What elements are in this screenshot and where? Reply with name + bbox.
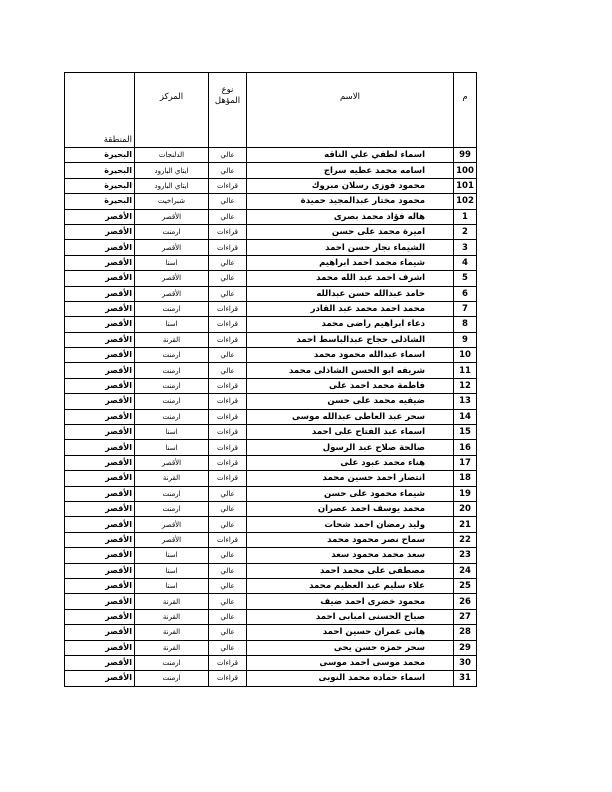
cell-region: الأقصر <box>65 517 135 532</box>
table-row <box>65 409 477 424</box>
cell-num: 6 <box>454 286 477 301</box>
cell-name: اسامه محمد عطيه سراج <box>247 163 454 178</box>
cell-name: الشيماء نجار حسن احمد <box>247 240 454 255</box>
cell-region: الأقصر <box>65 578 135 593</box>
table-row <box>65 348 477 363</box>
cell-num: 5 <box>454 271 477 286</box>
cell-center: ارمنت <box>135 409 209 424</box>
cell-center: الأقصر <box>135 286 209 301</box>
cell-name: محمد احمد محمد عبد القادر <box>247 301 454 316</box>
cell-center: القرنة <box>135 471 209 486</box>
cell-type: عالي <box>209 517 247 532</box>
cell-name: اميرة محمد على حسن <box>247 224 454 239</box>
cell-name: اسماء عبدالله محمود محمد <box>247 348 454 363</box>
header-num: م <box>454 73 477 148</box>
cell-region: الأقصر <box>65 224 135 239</box>
header-name: الاسم <box>247 73 454 148</box>
cell-name: محمد موسى احمد موسى <box>247 655 454 670</box>
cell-name: شريفه ابو الحسن الشاذلى محمد <box>247 363 454 378</box>
cell-num: 15 <box>454 425 477 440</box>
cell-name: اشرف احمد عبد الله محمد <box>247 271 454 286</box>
cell-name: اسماء عبد الفتاح على احمد <box>247 425 454 440</box>
cell-region: الأقصر <box>65 655 135 670</box>
cell-center: القرنة <box>135 640 209 655</box>
cell-num: 14 <box>454 409 477 424</box>
cell-type: عالي <box>209 286 247 301</box>
cell-name: محمود خضرى احمد ضيف <box>247 594 454 609</box>
table-row <box>65 455 477 470</box>
cell-region: الأقصر <box>65 301 135 316</box>
cell-num: 28 <box>454 625 477 640</box>
cell-name: انتصار احمد حسين محمد <box>247 471 454 486</box>
cell-type: قراءات <box>209 532 247 547</box>
cell-type: عالي <box>209 640 247 655</box>
cell-region: البحيرة <box>65 148 135 163</box>
cell-type: قراءات <box>209 178 247 193</box>
cell-name: مصطفى على محمد احمد <box>247 563 454 578</box>
cell-region: الأقصر <box>65 455 135 470</box>
cell-num: 30 <box>454 655 477 670</box>
table-row <box>65 363 477 378</box>
cell-center: اسنا <box>135 548 209 563</box>
cell-center: القرنة <box>135 594 209 609</box>
header-type <box>209 73 247 148</box>
cell-type: قراءات <box>209 317 247 332</box>
cell-num: 10 <box>454 348 477 363</box>
table-row <box>65 301 477 316</box>
cell-name: شيماء محمود على حسن <box>247 486 454 501</box>
table-row <box>65 532 477 547</box>
table-row <box>65 671 477 686</box>
cell-region: الأقصر <box>65 625 135 640</box>
cell-region: الأقصر <box>65 394 135 409</box>
cell-center: ايتاي البارود <box>135 163 209 178</box>
cell-name: محمد يوسف احمد عصران <box>247 501 454 516</box>
cell-num: 31 <box>454 671 477 686</box>
cell-num: 17 <box>454 455 477 470</box>
cell-center: ارمنت <box>135 348 209 363</box>
cell-center: اسنا <box>135 255 209 270</box>
cell-num: 7 <box>454 301 477 316</box>
cell-type: قراءات <box>209 301 247 316</box>
cell-num: 21 <box>454 517 477 532</box>
table-row <box>65 378 477 393</box>
cell-type: قراءات <box>209 378 247 393</box>
table-row <box>65 640 477 655</box>
cell-region: البحيرة <box>65 194 135 209</box>
cell-name: علاء سليم عبد العظيم محمد <box>247 578 454 593</box>
cell-region: الأقصر <box>65 378 135 393</box>
cell-region: الأقصر <box>65 501 135 516</box>
cell-region: الأقصر <box>65 486 135 501</box>
table-row <box>65 271 477 286</box>
cell-type: قراءات <box>209 455 247 470</box>
roster-table <box>64 72 477 687</box>
cell-num: 19 <box>454 486 477 501</box>
cell-type: عالي <box>209 271 247 286</box>
cell-num: 20 <box>454 501 477 516</box>
cell-num: 2 <box>454 224 477 239</box>
header-type-line1: نوع <box>221 85 234 95</box>
cell-name: دعاء ابراهيم راضى محمد <box>247 317 454 332</box>
cell-num: 18 <box>454 471 477 486</box>
table-row <box>65 332 477 347</box>
cell-type: عالي <box>209 163 247 178</box>
table-row <box>65 286 477 301</box>
cell-num: 100 <box>454 163 477 178</box>
cell-center: ارمنت <box>135 301 209 316</box>
table-row <box>65 517 477 532</box>
table-row <box>65 609 477 624</box>
cell-type: عالي <box>209 578 247 593</box>
cell-center: اسنا <box>135 563 209 578</box>
table-row <box>65 594 477 609</box>
cell-type: قراءات <box>209 471 247 486</box>
cell-center: ارمنت <box>135 501 209 516</box>
cell-type: قراءات <box>209 409 247 424</box>
cell-num: 26 <box>454 594 477 609</box>
cell-num: 24 <box>454 563 477 578</box>
cell-num: 8 <box>454 317 477 332</box>
cell-type: قراءات <box>209 224 247 239</box>
cell-type: قراءات <box>209 671 247 686</box>
table-row <box>65 471 477 486</box>
cell-region: الأقصر <box>65 348 135 363</box>
cell-center: الأقصر <box>135 240 209 255</box>
cell-center: ارمنت <box>135 655 209 670</box>
cell-center: الأقصر <box>135 455 209 470</box>
cell-name: سعد محمد محمود سعد <box>247 548 454 563</box>
cell-name: الشاذلى حجاج عبدالباسط احمد <box>247 332 454 347</box>
cell-num: 22 <box>454 532 477 547</box>
cell-name: اسماء حماده محمد النوبى <box>247 671 454 686</box>
cell-name: هانى عمران حسين احمد <box>247 625 454 640</box>
cell-center: ارمنت <box>135 394 209 409</box>
table-row <box>65 317 477 332</box>
cell-name: صباح الحسنى امبابى احمد <box>247 609 454 624</box>
table-row <box>65 224 477 239</box>
table-row <box>65 209 477 224</box>
cell-type: عالي <box>209 501 247 516</box>
cell-num: 102 <box>454 194 477 209</box>
cell-region: الأقصر <box>65 640 135 655</box>
cell-name: هاله فؤاد محمد بصرى <box>247 209 454 224</box>
cell-center: الدلنجات <box>135 148 209 163</box>
table-row <box>65 486 477 501</box>
cell-type: عالي <box>209 625 247 640</box>
cell-name: شيماء محمد احمد ابراهيم <box>247 255 454 270</box>
cell-type: قراءات <box>209 332 247 347</box>
cell-center: ارمنت <box>135 486 209 501</box>
cell-region: الأقصر <box>65 609 135 624</box>
header-region: المنطقة <box>65 73 135 148</box>
cell-name: محمود مختار عبدالمجيد حميدة <box>247 194 454 209</box>
cell-region: الأقصر <box>65 440 135 455</box>
table-row <box>65 425 477 440</box>
cell-type: عالي <box>209 348 247 363</box>
cell-num: 99 <box>454 148 477 163</box>
cell-center: اسنا <box>135 317 209 332</box>
cell-region: الأقصر <box>65 594 135 609</box>
cell-num: 16 <box>454 440 477 455</box>
cell-center: الأقصر <box>135 209 209 224</box>
cell-center: اسنا <box>135 440 209 455</box>
header-center: المركز <box>135 73 209 148</box>
cell-num: 23 <box>454 548 477 563</box>
table-row <box>65 440 477 455</box>
cell-region: الأقصر <box>65 240 135 255</box>
table-row <box>65 548 477 563</box>
cell-num: 4 <box>454 255 477 270</box>
header-row <box>65 73 477 148</box>
table-row <box>65 178 477 193</box>
cell-region: الأقصر <box>65 255 135 270</box>
table-row <box>65 625 477 640</box>
cell-type: عالي <box>209 148 247 163</box>
cell-num: 25 <box>454 578 477 593</box>
table-row <box>65 563 477 578</box>
cell-type: عالي <box>209 194 247 209</box>
cell-center: اسنا <box>135 578 209 593</box>
cell-region: البحيرة <box>65 163 135 178</box>
cell-name: حامد عبدالله حسن عبدالله <box>247 286 454 301</box>
cell-region: الأقصر <box>65 286 135 301</box>
cell-type: قراءات <box>209 425 247 440</box>
table-row <box>65 240 477 255</box>
cell-center: ارمنت <box>135 378 209 393</box>
header-type-line2: المؤهل <box>214 96 241 106</box>
cell-center: ارمنت <box>135 224 209 239</box>
cell-type: قراءات <box>209 655 247 670</box>
cell-num: 3 <box>454 240 477 255</box>
cell-center: الأقصر <box>135 517 209 532</box>
cell-type: عالي <box>209 548 247 563</box>
cell-region: الأقصر <box>65 271 135 286</box>
cell-type: عالي <box>209 594 247 609</box>
cell-name: ضيفيه محمد على حسن <box>247 394 454 409</box>
cell-type: عالي <box>209 363 247 378</box>
cell-center: شبراخيت <box>135 194 209 209</box>
cell-name: سماح نصر محمود محمد <box>247 532 454 547</box>
table-row <box>65 255 477 270</box>
cell-num: 12 <box>454 378 477 393</box>
cell-name: صالحة صلاح عبد الرسول <box>247 440 454 455</box>
cell-type: عالي <box>209 609 247 624</box>
cell-num: 11 <box>454 363 477 378</box>
cell-region: الأقصر <box>65 409 135 424</box>
cell-center: الأقصر <box>135 532 209 547</box>
cell-region: الأقصر <box>65 317 135 332</box>
table-row <box>65 148 477 163</box>
cell-region: الأقصر <box>65 671 135 686</box>
table-row <box>65 194 477 209</box>
cell-type: عالي <box>209 255 247 270</box>
cell-center: ارمنت <box>135 671 209 686</box>
cell-type: عالي <box>209 563 247 578</box>
cell-region: الأقصر <box>65 532 135 547</box>
table-row <box>65 394 477 409</box>
cell-center: ارمنت <box>135 363 209 378</box>
cell-num: 13 <box>454 394 477 409</box>
cell-center: ايتاي البارود <box>135 178 209 193</box>
cell-name: هناء محمد عبود على <box>247 455 454 470</box>
table-row <box>65 163 477 178</box>
cell-region: البحيرة <box>65 178 135 193</box>
cell-center: القرنة <box>135 332 209 347</box>
cell-name: سحر حمزه حسن يحى <box>247 640 454 655</box>
cell-type: قراءات <box>209 440 247 455</box>
table-row <box>65 501 477 516</box>
cell-name: فاطمة محمد احمد على <box>247 378 454 393</box>
cell-name: سحر عبد العاطى عبدالله موسى <box>247 409 454 424</box>
cell-num: 9 <box>454 332 477 347</box>
table-row <box>65 655 477 670</box>
cell-region: الأقصر <box>65 363 135 378</box>
cell-region: الأقصر <box>65 563 135 578</box>
cell-region: الأقصر <box>65 471 135 486</box>
cell-region: الأقصر <box>65 548 135 563</box>
cell-region: الأقصر <box>65 425 135 440</box>
cell-type: قراءات <box>209 240 247 255</box>
cell-region: الأقصر <box>65 209 135 224</box>
cell-num: 27 <box>454 609 477 624</box>
cell-num: 101 <box>454 178 477 193</box>
cell-type: عالي <box>209 486 247 501</box>
cell-type: قراءات <box>209 394 247 409</box>
cell-type: عالي <box>209 209 247 224</box>
cell-num: 29 <box>454 640 477 655</box>
table-row <box>65 578 477 593</box>
cell-num: 1 <box>454 209 477 224</box>
cell-name: محمود فوزى رسلان مبروك <box>247 178 454 193</box>
cell-center: القرنة <box>135 625 209 640</box>
cell-center: اسنا <box>135 425 209 440</box>
cell-center: الأقصر <box>135 271 209 286</box>
cell-region: الأقصر <box>65 332 135 347</box>
cell-name: اسماء لطفي علي الناقه <box>247 148 454 163</box>
cell-center: القرنة <box>135 609 209 624</box>
cell-name: وليد رمضان احمد شحات <box>247 517 454 532</box>
